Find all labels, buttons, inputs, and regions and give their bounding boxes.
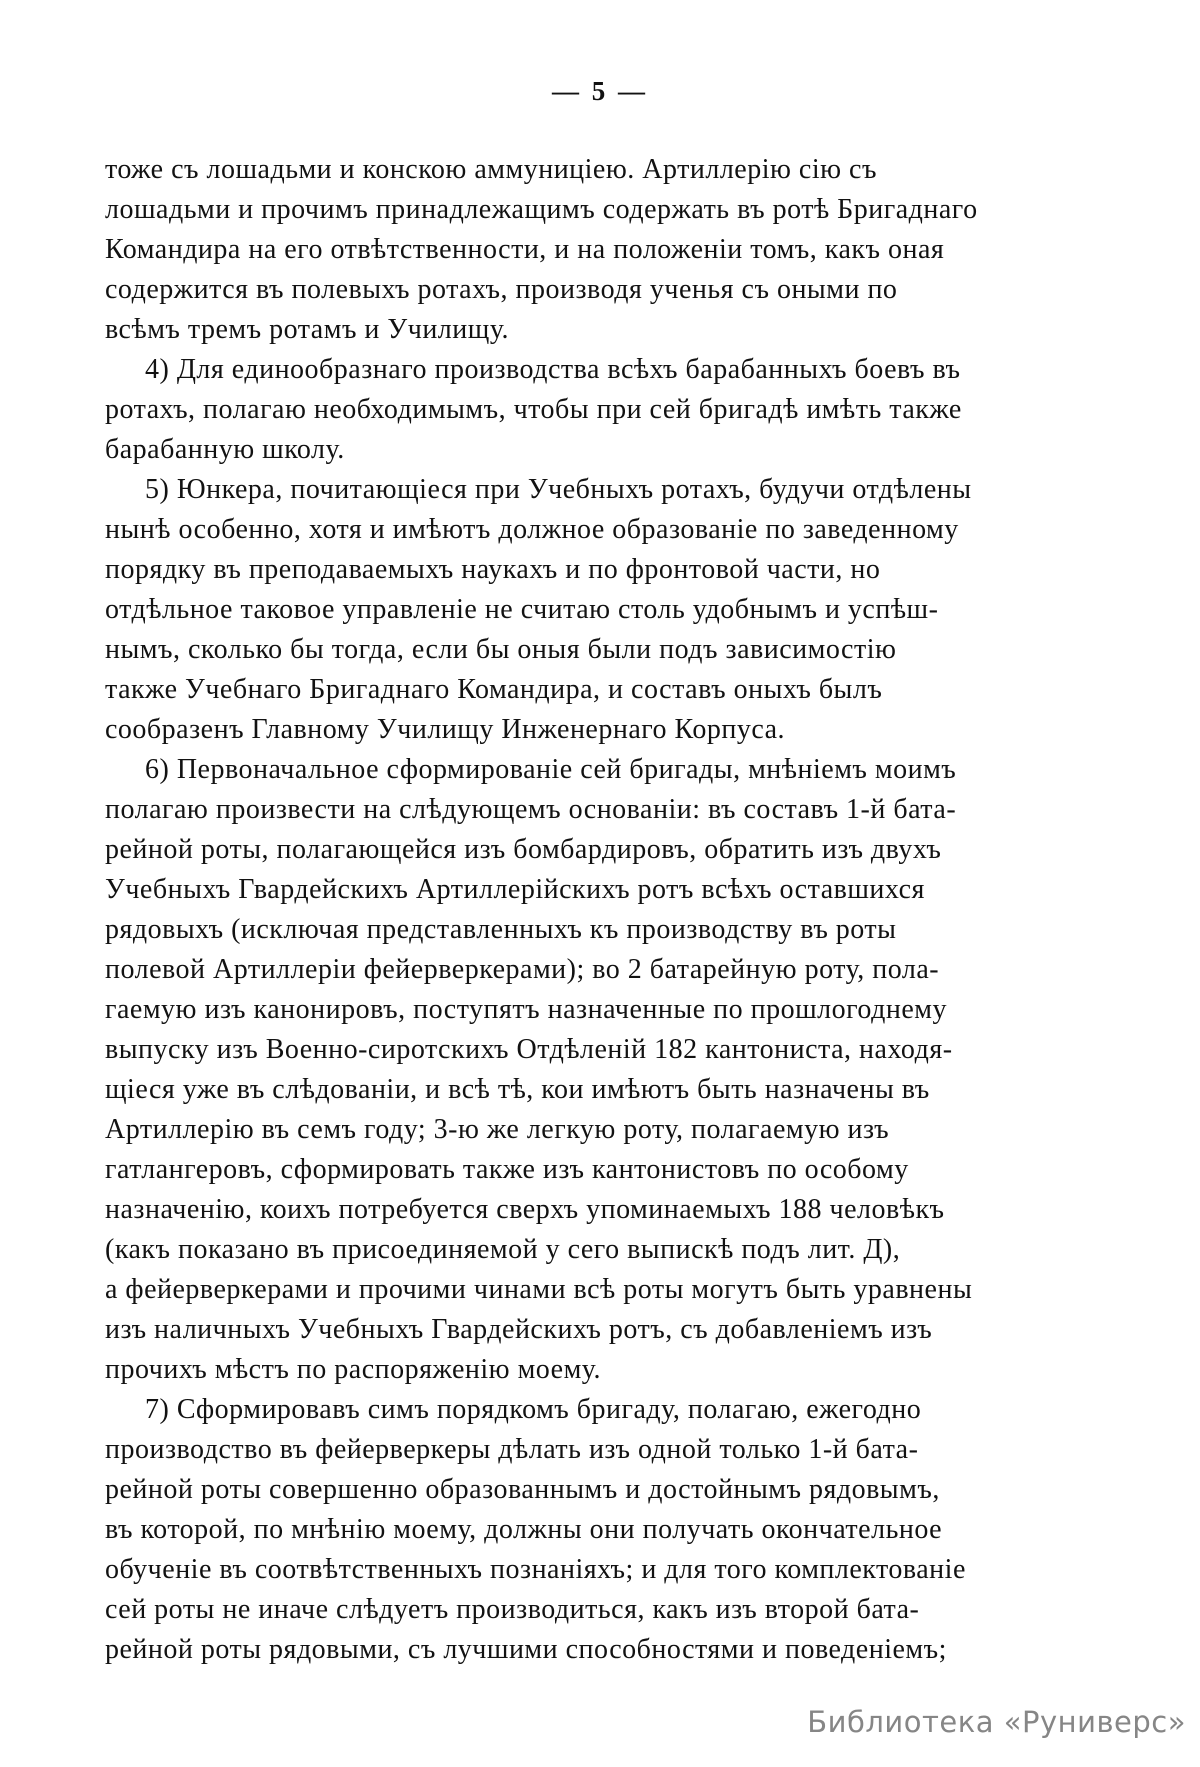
text-line: 6) Первоначальное сформированіе сей бригады, мнѣніемъ моимъ xyxy=(145,754,957,785)
text-line: обученіе въ соотвѣтственныхъ познаніяхъ; и для того комплектованіе xyxy=(105,1554,966,1585)
text-line: всѣмъ тремъ ротамъ и Училищу. xyxy=(105,314,510,345)
text-line: нымъ, сколько бы тогда, если бы оныя были подъ зависимостію xyxy=(105,634,897,665)
text-line: щіеся уже въ слѣдованіи, и всѣ тѣ, кои имѣютъ быть назначены въ xyxy=(105,1074,930,1105)
text-line: содержится въ полевыхъ ротахъ, производя ученья съ оными по xyxy=(105,274,898,305)
text-line: полагаю произвести на слѣдующемъ основаніи: въ составъ 1-й бата- xyxy=(105,794,957,825)
text-line: рядовыхъ (исключая представленныхъ къ производству въ роты xyxy=(105,914,897,945)
text-line: сей роты не иначе слѣдуетъ производиться, какъ изъ второй бата- xyxy=(105,1594,920,1625)
text-line: рейной роты рядовыми, съ лучшими способностями и поведеніемъ; xyxy=(105,1634,947,1665)
text-line: а фейерверкерами и прочими чинами всѣ роты могутъ быть уравнены xyxy=(105,1274,973,1305)
text-line: производство въ фейерверкеры дѣлать изъ одной только 1-й бата- xyxy=(105,1434,919,1465)
text-line: ротахъ, полагаю необходимымъ, чтобы при сей бригадѣ имѣть также xyxy=(105,394,962,425)
text-line: Учебныхъ Гвардейскихъ Артиллерійскихъ ротъ всѣхъ оставшихся xyxy=(105,874,925,905)
text-line: прочихъ мѣстъ по распоряженію моему. xyxy=(105,1354,601,1385)
text-line: сообразенъ Главному Училищу Инженернаго Корпуса. xyxy=(105,714,786,745)
text-line: рейной роты, полагающейся изъ бомбардировъ, обратить изъ двухъ xyxy=(105,834,942,865)
text-line: 4) Для единообразнаго производства всѣхъ барабанныхъ боевъ въ xyxy=(145,354,961,385)
text-line: рейной роты совершенно образованнымъ и достойнымъ рядовымъ, xyxy=(105,1474,940,1505)
text-line: гатлангеровъ, сформировать также изъ кантонистовъ по особому xyxy=(105,1154,909,1185)
text-line: тоже съ лошадьми и конскою аммуниціею. Артиллерію сію съ xyxy=(105,154,877,185)
text-line: порядку въ преподаваемыхъ наукахъ и по фронтовой части, но xyxy=(105,554,881,585)
text-line: назначенію, коихъ потребуется сверхъ упоминаемыхъ 188 человѣкъ xyxy=(105,1194,945,1225)
text-line: 5) Юнкера, почитающіеся при Учебныхъ ротахъ, будучи отдѣлены xyxy=(145,474,972,505)
library-watermark: Библиотека «Руниверс» xyxy=(807,1705,1186,1739)
text-line: выпуску изъ Военно-сиротскихъ Отдѣленій 182 кантониста, находя- xyxy=(105,1034,953,1065)
text-line: полевой Артиллеріи фейерверкерами); во 2 батарейную роту, пола- xyxy=(105,954,940,985)
text-line: гаемую изъ канонировъ, поступятъ назначенные по прошлогоднему xyxy=(105,994,947,1025)
text-line: 7) Сформировавъ симъ порядкомъ бригаду, полагаю, ежегодно xyxy=(145,1394,922,1425)
text-line: также Учебнаго Бригаднаго Командира, и составъ оныхъ былъ xyxy=(105,674,883,705)
text-line: нынѣ особенно, хотя и имѣютъ должное образованіе по заведенному xyxy=(105,514,959,545)
text-line: Командира на его отвѣтственности, и на положеніи томъ, какъ оная xyxy=(105,234,945,265)
page-body xyxy=(105,150,1095,1670)
text-line: отдѣльное таковое управленіе не считаю столь удобнымъ и успѣш- xyxy=(105,594,939,625)
page-number: — 5 — xyxy=(552,76,648,106)
text-line: (какъ показано въ присоединяемой у сего выпискѣ подъ лит. Д), xyxy=(105,1234,901,1265)
text-line: Артиллерію въ семъ году; 3-ю же легкую роту, полагаемую изъ xyxy=(105,1114,890,1145)
text-line: барабанную школу. xyxy=(105,434,345,465)
text-line: лошадьми и прочимъ принадлежащимъ содержать въ ротѣ Бригаднаго xyxy=(105,194,978,225)
text-line: въ которой, по мнѣнію моему, должны они получать окончательное xyxy=(105,1514,943,1545)
text-line: изъ наличныхъ Учебныхъ Гвардейскихъ ротъ, съ добавленіемъ изъ xyxy=(105,1314,933,1345)
